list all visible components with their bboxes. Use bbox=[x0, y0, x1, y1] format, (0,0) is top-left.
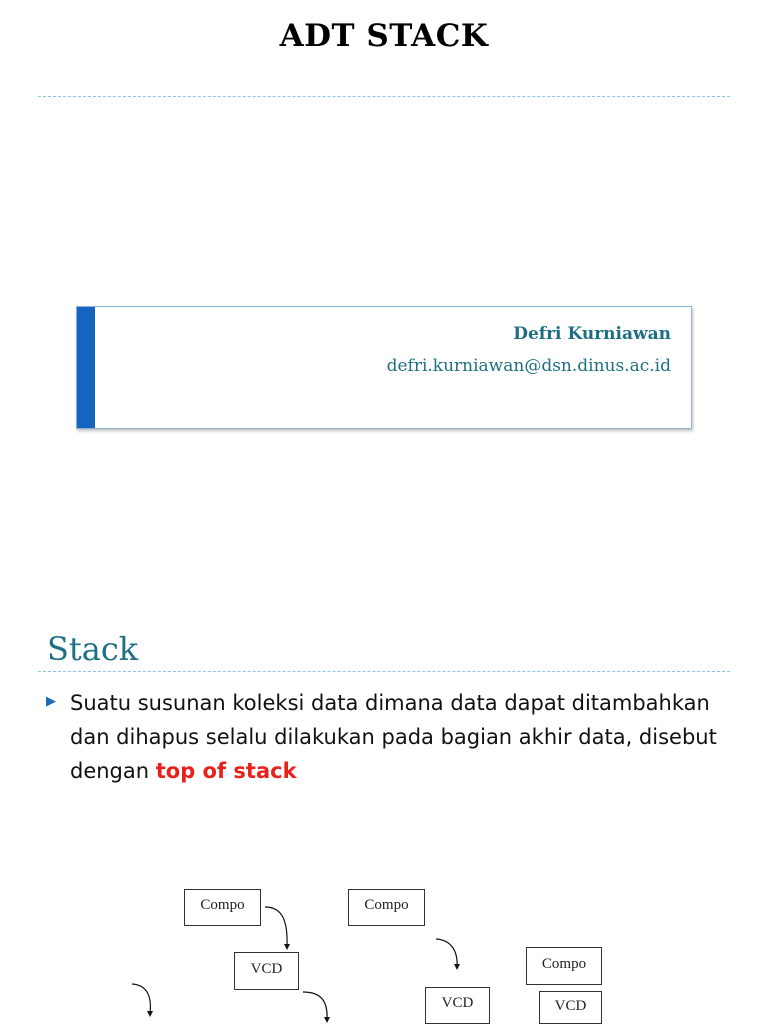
title-divider bbox=[38, 96, 730, 97]
stack-box: Compo bbox=[348, 889, 425, 926]
arrow-head bbox=[147, 1011, 153, 1017]
slide-title: ADT STACK bbox=[279, 18, 489, 54]
bullet-highlight: top of stack bbox=[155, 759, 297, 783]
bullet-arrow-icon: ▶ bbox=[46, 694, 56, 709]
arrow-connector bbox=[265, 907, 287, 947]
stack-box: Compo bbox=[184, 889, 261, 926]
arrow-connector bbox=[303, 992, 327, 1020]
author-email: defri.kurniawan@dsn.dinus.ac.id bbox=[386, 356, 671, 376]
arrow-head bbox=[284, 944, 290, 950]
author-name: Defri Kurniawan bbox=[513, 324, 671, 344]
author-accent-bar bbox=[77, 307, 95, 428]
arrow-connector bbox=[436, 939, 457, 967]
arrow-head bbox=[324, 1017, 330, 1023]
author-card bbox=[76, 306, 692, 429]
section-heading: Stack bbox=[47, 630, 139, 668]
stack-box: VCD bbox=[425, 987, 490, 1024]
arrow-head bbox=[454, 964, 460, 970]
stack-box: VCD bbox=[234, 952, 299, 990]
stack-box: VCD bbox=[539, 991, 602, 1024]
heading-divider bbox=[38, 671, 730, 672]
stack-box: Compo bbox=[526, 947, 602, 985]
bullet-text: Suatu susunan koleksi data dimana data dapat ditambahkan dan dihapus selalu dilakukan pada bagian akhir data, disebut dengan bbox=[70, 691, 717, 783]
bullet-paragraph bbox=[70, 686, 730, 788]
arrow-connector bbox=[132, 984, 150, 1014]
